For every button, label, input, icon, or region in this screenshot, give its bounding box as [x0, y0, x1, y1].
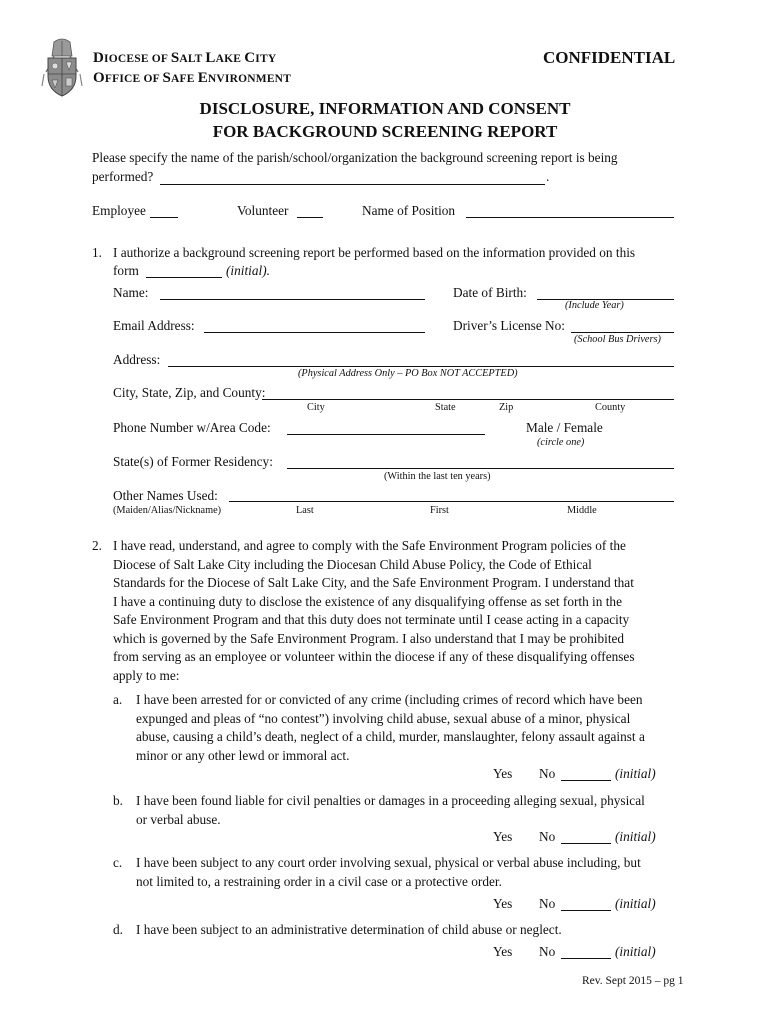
organization-field[interactable]	[160, 184, 545, 185]
subitem-b-initial-field[interactable]	[561, 843, 611, 844]
license-note: (School Bus Drivers)	[574, 334, 661, 345]
former-residency-note: (Within the last ten years)	[384, 471, 491, 482]
item1-form-label: form	[113, 263, 139, 278]
subitem-a-line: minor or any other lewd or immoral act.	[136, 747, 350, 763]
item1-initial-field[interactable]	[146, 277, 222, 278]
subitem-c-initial-field[interactable]	[561, 910, 611, 911]
item2-line: I have read, understand, and agree to comply with the Safe Environment Program policies of the	[113, 538, 626, 553]
subitem-c-line: I have been subject to any court order involving sexual, physical or verbal abuse including, but	[136, 855, 641, 870]
subitem-c-letter: c.	[113, 855, 123, 870]
subitem-c-line: not limited to, a restraining order in a civil case or a protective order.	[136, 873, 502, 889]
address-field[interactable]	[168, 366, 674, 367]
item1-initial-label: (initial).	[226, 263, 270, 278]
subitem-c-no[interactable]: No	[539, 896, 556, 911]
email-field[interactable]	[204, 332, 425, 333]
item2-line: I have a continuing duty to disclose the existence of any disqualifying offense as set forth in the	[113, 593, 622, 609]
gender-note: (circle one)	[537, 437, 585, 448]
subitem-a-letter: a.	[113, 692, 123, 707]
subitem-a-no[interactable]: No	[539, 766, 556, 781]
phone-label: Phone Number w/Area Code:	[113, 420, 271, 435]
position-field[interactable]	[466, 217, 674, 218]
subitem-c-initial-label: (initial)	[615, 896, 656, 911]
other-names-label: Other Names Used:	[113, 488, 218, 503]
subitem-c-yes[interactable]: Yes	[493, 896, 513, 911]
volunteer-field[interactable]	[297, 217, 323, 218]
subitem-a-initial-label: (initial)	[615, 766, 656, 781]
other-names-note: (Maiden/Alias/Nickname)	[113, 505, 222, 516]
intro-line2: performed?	[92, 169, 154, 184]
license-label: Driver’s License No:	[453, 318, 566, 333]
middle-caption: Middle	[567, 505, 597, 516]
city-state-label: City, State, Zip, and County:	[113, 385, 266, 400]
item1-line1: I authorize a background screening report be performed based on the information provided on this	[113, 245, 636, 260]
subitem-a-line: abuse, causing a child’s death, neglect of a child, murder, manslaughter, felony assault against a	[136, 729, 645, 744]
item2-line: apply to me:	[113, 667, 180, 683]
employee-label: Employee	[92, 203, 146, 218]
subitem-b-yes[interactable]: Yes	[493, 829, 513, 844]
last-caption: Last	[296, 505, 314, 516]
subitem-a-initial-field[interactable]	[561, 780, 611, 781]
diocese-name: DIOCESE OF SALT LAKE CITY	[93, 50, 277, 66]
name-label: Name:	[113, 285, 149, 300]
address-note: (Physical Address Only – PO Box NOT ACCEPTED)	[298, 368, 518, 379]
diocese-crest-logo	[40, 38, 84, 100]
subitem-a-line: I have been arrested for or convicted of any crime (including crimes of record which have been	[136, 692, 643, 707]
phone-field[interactable]	[287, 434, 485, 435]
first-caption: First	[430, 505, 449, 516]
subitem-b-initial-label: (initial)	[615, 829, 656, 844]
office-name: OFFICE OF SAFE ENVIRONMENT	[93, 70, 292, 86]
subitem-b-line: I have been found liable for civil penalties or damages in a proceeding alleging sexual, physical	[136, 793, 645, 808]
email-label: Email Address:	[113, 318, 195, 333]
item1-number: 1.	[92, 245, 102, 260]
item2-line: Diocese of Salt Lake City including the Diocesan Child Abuse Policy, the Code of Ethical	[113, 556, 592, 572]
item2-line: which is governed by the Safe Environment Program. I also understand that I may be prohibited	[113, 630, 625, 646]
subitem-b-no[interactable]: No	[539, 829, 556, 844]
subitem-a-line: expunged and pleas of “no contest”) involving child abuse, sexual abuse of a minor, physical	[136, 710, 631, 726]
subitem-d-no[interactable]: No	[539, 944, 556, 959]
intro-period: .	[546, 169, 550, 184]
name-field[interactable]	[160, 299, 425, 300]
intro-line1: Please specify the name of the parish/school/organization the background screening report is being	[92, 150, 618, 165]
former-residency-field[interactable]	[287, 468, 674, 469]
dob-label: Date of Birth:	[453, 285, 527, 300]
item2-line: Standards for the Diocese of Salt Lake City, and the Safe Environment Program. I understand that	[113, 575, 634, 590]
subitem-a-yes[interactable]: Yes	[493, 766, 513, 781]
dob-note: (Include Year)	[565, 300, 624, 311]
subitem-d-initial-field[interactable]	[561, 958, 611, 959]
volunteer-label: Volunteer	[237, 203, 289, 218]
subitem-d-letter: d.	[113, 922, 123, 937]
gender-option[interactable]: Male / Female	[526, 420, 603, 435]
subitem-d-yes[interactable]: Yes	[493, 944, 513, 959]
position-label: Name of Position	[362, 203, 456, 218]
license-field[interactable]	[571, 332, 674, 333]
item2-line: Safe Environment Program and that this duty does not terminate until I cease acting in a capacity	[113, 612, 630, 627]
page-footer: Rev. Sept 2015 – pg 1	[582, 975, 684, 987]
city-caption: City	[307, 402, 325, 413]
form-title-line2: FOR BACKGROUND SCREENING REPORT	[212, 122, 558, 141]
subitem-b-letter: b.	[113, 793, 123, 808]
subitem-b-line: or verbal abuse.	[136, 811, 221, 827]
form-title-line1: DISCLOSURE, INFORMATION AND CONSENT	[199, 99, 571, 118]
city-state-field[interactable]	[262, 399, 674, 400]
employee-field[interactable]	[150, 217, 178, 218]
zip-caption: Zip	[499, 402, 514, 413]
item2-line: from serving as an employee or volunteer within the diocese if any of these disqualifying offenses	[113, 649, 635, 664]
address-label: Address:	[113, 352, 161, 367]
subitem-d-initial-label: (initial)	[615, 944, 656, 959]
subitem-d-line: I have been subject to an administrative determination of child abuse or neglect.	[136, 922, 562, 937]
county-caption: County	[595, 402, 626, 413]
former-residency-label: State(s) of Former Residency:	[113, 454, 273, 469]
item2-number: 2.	[92, 538, 102, 553]
state-caption: State	[435, 402, 456, 413]
confidential-label: CONFIDENTIAL	[543, 48, 676, 67]
other-names-field[interactable]	[229, 501, 674, 502]
